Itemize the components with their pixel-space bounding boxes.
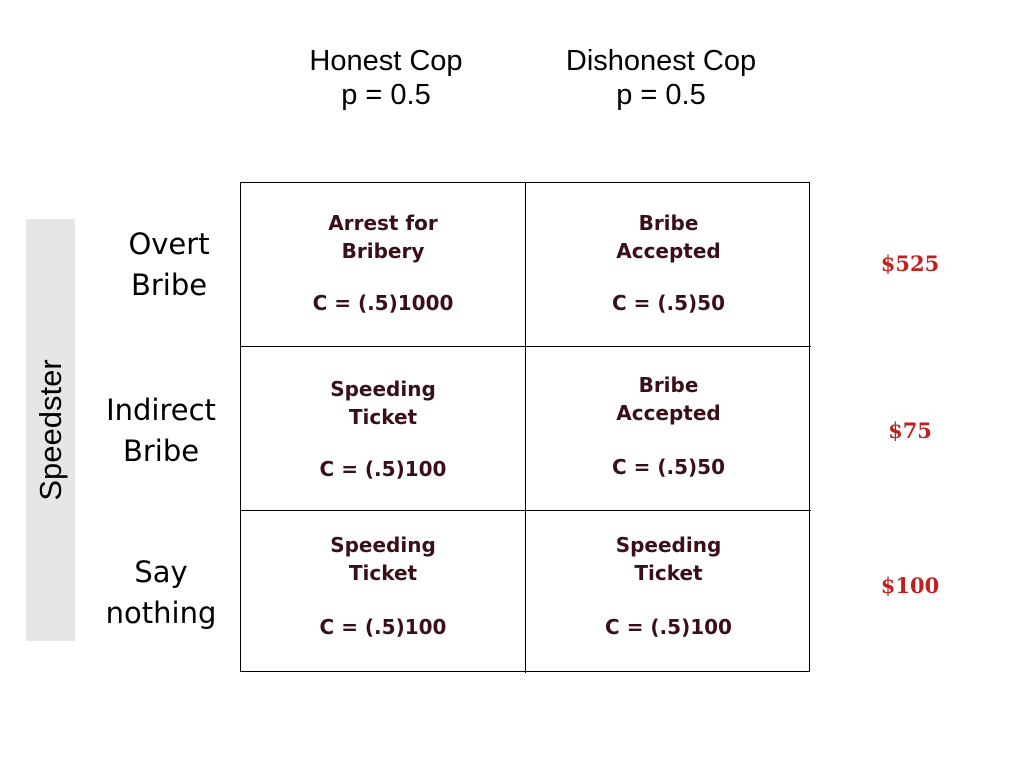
cell-outcome-line: Accepted — [616, 401, 721, 425]
cell-cost: C = (.5)100 — [319, 457, 447, 481]
cell-outcome-line: Ticket — [348, 561, 418, 585]
cell-outcome-line: Speeding — [615, 533, 722, 557]
expected-cost-overt-bribe: $525 — [880, 251, 940, 276]
row-label-line: Overt — [128, 227, 210, 261]
cell-outcome — [526, 209, 811, 265]
cell-outcome — [241, 375, 525, 431]
cell-outcome — [241, 209, 525, 265]
matrix-cell-indirect-dishonest — [526, 347, 811, 511]
cell-outcome-line: Accepted — [616, 239, 721, 263]
row-label-line: Bribe — [122, 434, 200, 468]
column-name: Dishonest Cop — [565, 45, 757, 77]
cell-cost: C = (.5)50 — [612, 291, 725, 315]
cell-outcome-line: Arrest for — [328, 211, 438, 235]
cell-outcome-line: Ticket — [348, 405, 418, 429]
row-label-overt-bribe — [94, 224, 244, 306]
cell-outcome — [241, 531, 525, 587]
cell-cost: C = (.5)1000 — [312, 291, 454, 315]
cell-outcome-line: Bribe — [638, 373, 699, 397]
matrix-cell-indirect-honest — [241, 347, 526, 511]
cell-outcome-line: Bribe — [638, 211, 699, 235]
column-probability: p = 0.5 — [341, 79, 431, 111]
row-label-line: Indirect — [106, 393, 216, 427]
row-label-say-nothing — [86, 552, 236, 634]
cell-outcome-line: Speeding — [330, 533, 436, 557]
column-name: Honest Cop — [309, 45, 463, 77]
cell-outcome-line: Speeding — [330, 377, 436, 401]
payoff-matrix — [240, 182, 810, 672]
column-header-honest-cop — [256, 44, 516, 112]
cell-cost: C = (.5)100 — [605, 615, 732, 639]
column-probability: p = 0.5 — [616, 79, 706, 111]
cell-outcome — [526, 531, 811, 587]
row-label-line: Say — [134, 555, 188, 589]
cell-cost: C = (.5)50 — [612, 455, 725, 479]
row-label-line: nothing — [105, 596, 217, 630]
speedster-band — [26, 219, 75, 641]
expected-cost-say-nothing: $100 — [880, 573, 940, 598]
column-header-dishonest-cop — [531, 44, 791, 112]
cell-outcome-line: Bribery — [341, 239, 425, 263]
expected-cost-indirect-bribe: $75 — [888, 418, 932, 443]
matrix-cell-overt-dishonest — [526, 183, 811, 347]
matrix-cell-nothing-honest — [241, 511, 526, 673]
cell-cost: C = (.5)100 — [319, 615, 447, 639]
cell-outcome-line: Ticket — [634, 561, 703, 585]
matrix-cell-nothing-dishonest — [526, 511, 811, 673]
cell-outcome — [526, 371, 811, 427]
row-label-indirect-bribe — [86, 390, 236, 472]
speedster-label: Speedster — [32, 359, 68, 501]
row-label-line: Bribe — [130, 268, 208, 302]
matrix-cell-overt-honest — [241, 183, 526, 347]
